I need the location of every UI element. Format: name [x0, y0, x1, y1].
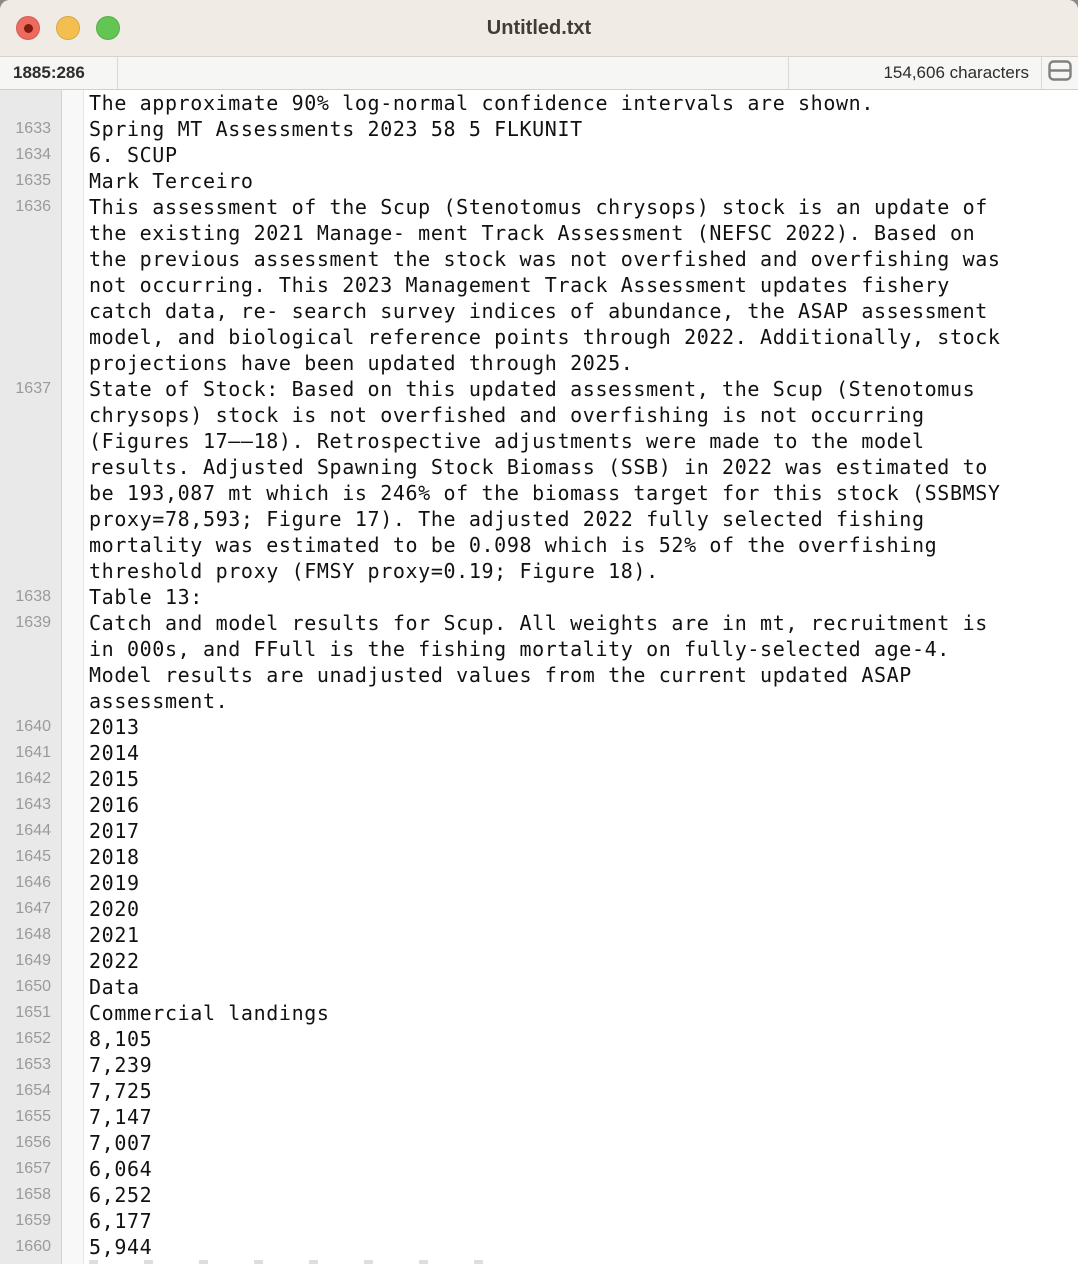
line-number: 1646 — [15, 874, 51, 891]
line-number: 1634 — [15, 146, 51, 163]
line-number: 1635 — [15, 172, 51, 189]
line-number — [0, 688, 61, 714]
editor-row[interactable]: The approximate 90% log-normal confidence intervals are shown. — [89, 91, 874, 115]
editor-row[interactable]: 7,239 — [89, 1053, 153, 1077]
editor-row[interactable]: 2020 — [89, 897, 140, 921]
line-number: 1650 — [15, 978, 51, 995]
editor-row[interactable]: 7,725 — [89, 1079, 153, 1103]
line-number — [0, 350, 61, 376]
line-number: 1653 — [15, 1056, 51, 1073]
minimize-button[interactable] — [56, 16, 80, 40]
line-number — [0, 532, 61, 558]
line-number: 1640 — [15, 718, 51, 735]
editor-row[interactable]: 6,177 — [89, 1209, 153, 1233]
line-number — [0, 558, 61, 584]
editor-row[interactable]: not occurring. This 2023 Management Track Assessment updates fishery — [89, 273, 950, 297]
editor-row[interactable]: assessment. — [89, 689, 229, 713]
editor-row[interactable]: 5,944 — [89, 1235, 153, 1259]
editor-row[interactable]: in 000s, and FFull is the fishing mortality on fully-selected age-4. — [89, 637, 950, 661]
split-panel-icon — [1048, 60, 1072, 86]
editor-row[interactable]: 2018 — [89, 845, 140, 869]
line-number — [0, 506, 61, 532]
editor-row[interactable]: the existing 2021 Manage- ment Track Assessment (NEFSC 2022). Based on — [89, 221, 976, 245]
editor-row[interactable]: 2021 — [89, 923, 140, 947]
editor-row[interactable]: results. Adjusted Spawning Stock Biomass (SSB) in 2022 was estimated to — [89, 455, 988, 479]
line-number: 1641 — [15, 744, 51, 761]
cursor-position: 1885:286 — [0, 57, 118, 89]
line-number: 1643 — [15, 796, 51, 813]
line-number — [0, 454, 61, 480]
line-number — [0, 90, 61, 116]
line-number — [0, 220, 61, 246]
editor-row[interactable]: 2022 — [89, 949, 140, 973]
editor-row[interactable]: State of Stock: Based on this updated assessment, the Scup (Stenotomus — [89, 377, 976, 401]
status-bar-spacer — [118, 57, 788, 89]
line-number: 1647 — [15, 900, 51, 917]
line-number: 1644 — [15, 822, 51, 839]
line-number — [0, 636, 61, 662]
line-number: 1655 — [15, 1108, 51, 1125]
line-number-gutter — [0, 90, 62, 1264]
line-number: 1649 — [15, 952, 51, 969]
editor-row[interactable]: threshold proxy (FMSY proxy=0.19; Figure 18). — [89, 559, 659, 583]
editor-row[interactable]: Mark Terceiro — [89, 169, 254, 193]
editor-row[interactable]: Spring MT Assessments 2023 58 5 FLKUNIT — [89, 117, 583, 141]
editor-row[interactable]: 6,252 — [89, 1183, 153, 1207]
line-number: 1638 — [15, 588, 51, 605]
line-number: 1654 — [15, 1082, 51, 1099]
line-number — [0, 272, 61, 298]
zoom-button[interactable] — [96, 16, 120, 40]
editor-row[interactable]: 7,147 — [89, 1105, 153, 1129]
editor-row[interactable]: Data — [89, 975, 140, 999]
line-number: 1651 — [15, 1004, 51, 1021]
line-number: 1633 — [15, 120, 51, 137]
line-number: 1637 — [15, 380, 51, 397]
line-number: 1639 — [15, 614, 51, 631]
editor-row[interactable]: chrysops) stock is not overfished and overfishing is not occurring — [89, 403, 925, 427]
line-number: 1652 — [15, 1030, 51, 1047]
editor-row[interactable]: 2013 — [89, 715, 140, 739]
gutter-margin — [62, 90, 84, 1264]
line-number — [0, 428, 61, 454]
editor-row[interactable]: projections have been updated through 2025. — [89, 351, 634, 375]
editor-row[interactable]: 6. SCUP — [89, 143, 178, 167]
editor-row[interactable]: the previous assessment the stock was not overfished and overfishing was — [89, 247, 1001, 271]
editor-row[interactable]: 2015 — [89, 767, 140, 791]
title-bar[interactable] — [0, 0, 1078, 57]
line-number — [0, 662, 61, 688]
editor-row[interactable]: catch data, re- search survey indices of abundance, the ASAP assessment — [89, 299, 988, 323]
panel-toggle-button[interactable] — [1041, 57, 1078, 89]
clipped-next-row — [89, 1260, 489, 1264]
editor-row[interactable]: 2019 — [89, 871, 140, 895]
close-button[interactable] — [16, 16, 40, 40]
traffic-lights — [16, 16, 120, 40]
document-edited-dot-icon — [24, 24, 33, 33]
line-number: 1648 — [15, 926, 51, 943]
editor-row[interactable]: model, and biological reference points through 2022. Additionally, stock — [89, 325, 1001, 349]
line-number — [0, 298, 61, 324]
editor — [0, 90, 1078, 1264]
line-number: 1656 — [15, 1134, 51, 1151]
editor-row[interactable]: 2016 — [89, 793, 140, 817]
editor-row[interactable]: proxy=78,593; Figure 17). The adjusted 2022 fully selected fishing — [89, 507, 925, 531]
editor-row[interactable]: (Figures 17——18). Retrospective adjustments were made to the model — [89, 429, 925, 453]
character-count: 154,606 characters — [788, 57, 1041, 89]
line-number: 1658 — [15, 1186, 51, 1203]
editor-row[interactable]: 8,105 — [89, 1027, 153, 1051]
line-number: 1657 — [15, 1160, 51, 1177]
text-area[interactable] — [84, 90, 1078, 1264]
line-number: 1660 — [15, 1238, 51, 1255]
line-number: 1636 — [15, 198, 51, 215]
line-number — [0, 246, 61, 272]
editor-row[interactable]: Commercial landings — [89, 1001, 330, 1025]
window-title: Untitled.txt — [486, 16, 592, 39]
editor-row[interactable]: Model results are unadjusted values from the current updated ASAP — [89, 663, 912, 687]
editor-row[interactable]: mortality was estimated to be 0.098 which is 52% of the overfishing — [89, 533, 938, 557]
editor-row[interactable]: 7,007 — [89, 1131, 153, 1155]
line-number: 1642 — [15, 770, 51, 787]
line-number — [0, 480, 61, 506]
line-number: 1659 — [15, 1212, 51, 1229]
editor-row[interactable]: 2017 — [89, 819, 140, 843]
editor-row[interactable]: This assessment of the Scup (Stenotomus chrysops) stock is an update of — [89, 195, 988, 219]
editor-row[interactable]: 2014 — [89, 741, 140, 765]
line-number — [0, 324, 61, 350]
line-number: 1645 — [15, 848, 51, 865]
line-number — [0, 402, 61, 428]
editor-row[interactable]: be 193,087 mt which is 246% of the biomass target for this stock (SSBMSY — [89, 481, 1001, 505]
editor-row[interactable]: Table 13: — [89, 585, 203, 609]
status-bar — [0, 57, 1078, 90]
editor-row[interactable]: Catch and model results for Scup. All weights are in mt, recruitment is — [89, 611, 988, 635]
editor-row[interactable]: 6,064 — [89, 1157, 153, 1181]
